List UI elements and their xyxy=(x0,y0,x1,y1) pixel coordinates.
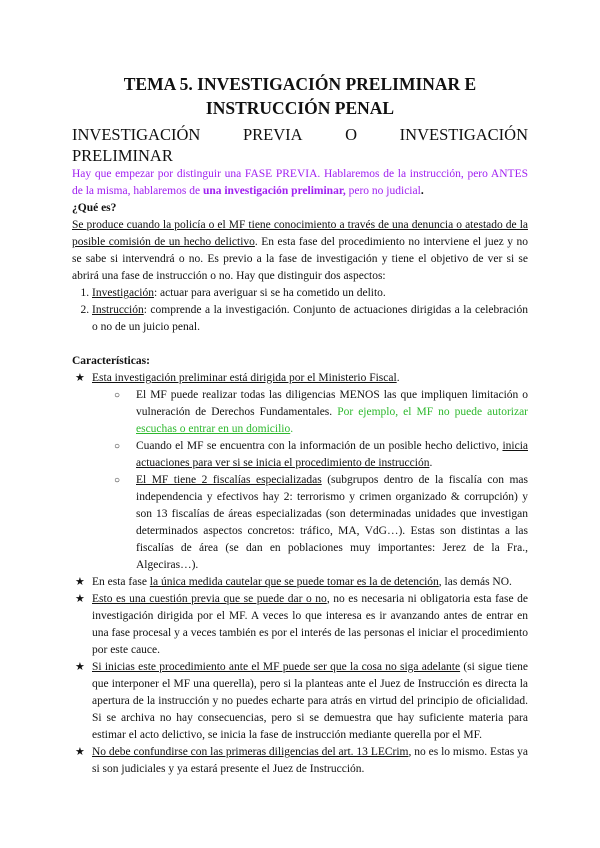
list-item xyxy=(92,302,528,336)
intro-period: . xyxy=(420,185,424,197)
item-text: En esta fase xyxy=(92,576,150,588)
item-text-end: , las demás NO. xyxy=(438,576,512,588)
caracteristicas-label: Características: xyxy=(72,355,150,367)
sub-list-item xyxy=(114,438,528,472)
star-bullet-icon: ★ xyxy=(75,576,85,588)
que-es-paragraph xyxy=(72,217,528,285)
intro-text-end: pero no judicial xyxy=(345,185,421,197)
item-text: , no es lo mismo. Estas ya si son judiciales y ya estará presente el Juez de Instrucción. xyxy=(92,746,528,775)
title-line-1: TEMA 5. INVESTIGACIÓN PRELIMINAR E xyxy=(123,74,477,94)
item-underlined: Si inicias este procedimiento ante el MF puede ser que la cosa no siga adelante xyxy=(92,661,461,673)
aspect-text: : actuar para averiguar si se ha cometido un delito. xyxy=(153,287,386,299)
caracteristicas-heading xyxy=(72,353,528,370)
aspects-list xyxy=(72,285,528,336)
sub-item-end: . xyxy=(429,457,433,469)
list-item xyxy=(72,591,528,659)
list-item xyxy=(72,744,528,778)
aspect-term: Instrucción xyxy=(92,304,144,316)
que-es-underlined: Se produce cuando la policía o el MF tiene conocimiento a través de una denuncia o atestado de la posible comisión de un hecho delictivo xyxy=(72,219,528,248)
item-underlined: No debe confundirse con las primeras diligencias del art. 13 LECrim xyxy=(92,746,409,758)
que-es-label: ¿Qué es? xyxy=(72,202,117,214)
sub-item-green: Por ejemplo, el MF no puede autorizar xyxy=(337,406,529,418)
item-underlined: Esto es una cuestión previa que se puede dar o no xyxy=(92,593,327,605)
list-item xyxy=(72,574,528,591)
sub-item-green-underlined: escuchas o entrar en un domicilio xyxy=(136,423,291,435)
title-line-2: INSTRUCCIÓN PENAL xyxy=(205,98,395,118)
heading-word: O xyxy=(345,125,358,144)
sub-item-text: Cuando el MF se encuentra con la información de un posible hecho delictivo, xyxy=(136,440,503,452)
circle-bullet-icon: ○ xyxy=(114,475,121,486)
heading-word: PREVIA xyxy=(242,125,303,144)
list-item xyxy=(92,285,528,302)
circle-bullet-icon: ○ xyxy=(114,390,121,401)
sub-list xyxy=(92,387,528,574)
aspect-text: : comprende a la investigación. Conjunto de actuaciones dirigidas a la celebración o no de un juicio penal. xyxy=(92,304,528,333)
circle-bullet-icon: ○ xyxy=(114,441,121,452)
star-bullet-icon: ★ xyxy=(75,661,85,673)
list-item xyxy=(72,659,528,744)
star-bullet-icon: ★ xyxy=(75,746,85,758)
item-text: , no es necesaria ni obligatoria esta fase de investigación dirigida por el MF. A veces lo que interesa es ir avanzando antes de entrar en una fase procesal y a veces también es por el interés de las personas el iniciar el procedimiento por este cauce. xyxy=(92,593,528,656)
list-item xyxy=(72,370,528,574)
item-underlined: la única medida cautelar que se puede tomar es la de detención xyxy=(149,576,439,588)
item-text: (si sigue tiene que interponer el MF una querella), pero si la planteas ante el Juez de Instrucción es directa la apertura de la instrucción y no puedes echarte para atrás en virtud del principio de oficialidad. Si se archiva no hay consecuencias, pero si se demuestra que hay suficiente materia para estimar el acto delictivo, se inicia la fase de instrucción mediante querella por el MF. xyxy=(92,661,528,741)
que-es-heading xyxy=(72,200,528,217)
star-bullet-icon: ★ xyxy=(75,372,85,384)
item-text: . xyxy=(396,372,400,384)
star-bullet-icon: ★ xyxy=(75,593,85,605)
sub-item-underlined: El MF tiene 2 fiscalías especializadas xyxy=(136,474,322,486)
intro-text: Hay que empezar por distinguir una FASE PREVIA. Hablaremos de la instrucción, pero ANTES de la misma, hablaremos de xyxy=(72,168,528,197)
spacer xyxy=(72,336,528,353)
item-underlined: Esta investigación preliminar está dirigida por el Ministerio Fiscal xyxy=(92,372,397,384)
heading-word: INVESTIGACIÓN xyxy=(72,125,201,144)
section-heading-line-2: PRELIMINAR xyxy=(72,146,173,165)
section-heading-line-1 xyxy=(72,124,528,145)
sub-item-green-end: . xyxy=(290,423,294,435)
sub-item-underlined: inicia actuaciones para ver si se inicia el procedimiento de instrucción xyxy=(136,440,528,469)
section-heading xyxy=(72,124,528,166)
intro-bold: una investigación preliminar, xyxy=(202,185,346,197)
que-es-text: . En esta fase del procedimiento no interviene el juez y no se sabe si intervendrá o no. Es previo a la fase de investigación y tiene el objetivo de ver si se abrirá una fase de instrucción o no. Hay que distinguir dos aspectos: xyxy=(72,236,529,282)
heading-word: INVESTIGACIÓN xyxy=(399,125,528,144)
sub-item-text: (subgrupos dentro de la fiscalía con mas independencia y efectivos hay 2: terrorismo y crimen organizado & corrupción) y son 13 fiscalías de áreas especializadas (son determinadas unidades que investigan determinados aspectos concretos: tráfico, MA, VdG…). Estas son distintas a las fiscalías de área (se dan en poblaciones muy importantes: Jerez de la Fra., Algeciras…). xyxy=(136,474,528,571)
aspect-term: Investigación xyxy=(92,287,154,299)
page-title xyxy=(72,72,528,120)
intro-paragraph xyxy=(72,166,528,200)
sub-list-item xyxy=(114,387,528,438)
sub-item-text: El MF puede realizar todas las diligencias MENOS las que impliquen limitación o vulneración de Derechos Fundamentales. xyxy=(136,389,528,418)
caracteristicas-list xyxy=(72,370,528,778)
sub-list-item xyxy=(114,472,528,574)
